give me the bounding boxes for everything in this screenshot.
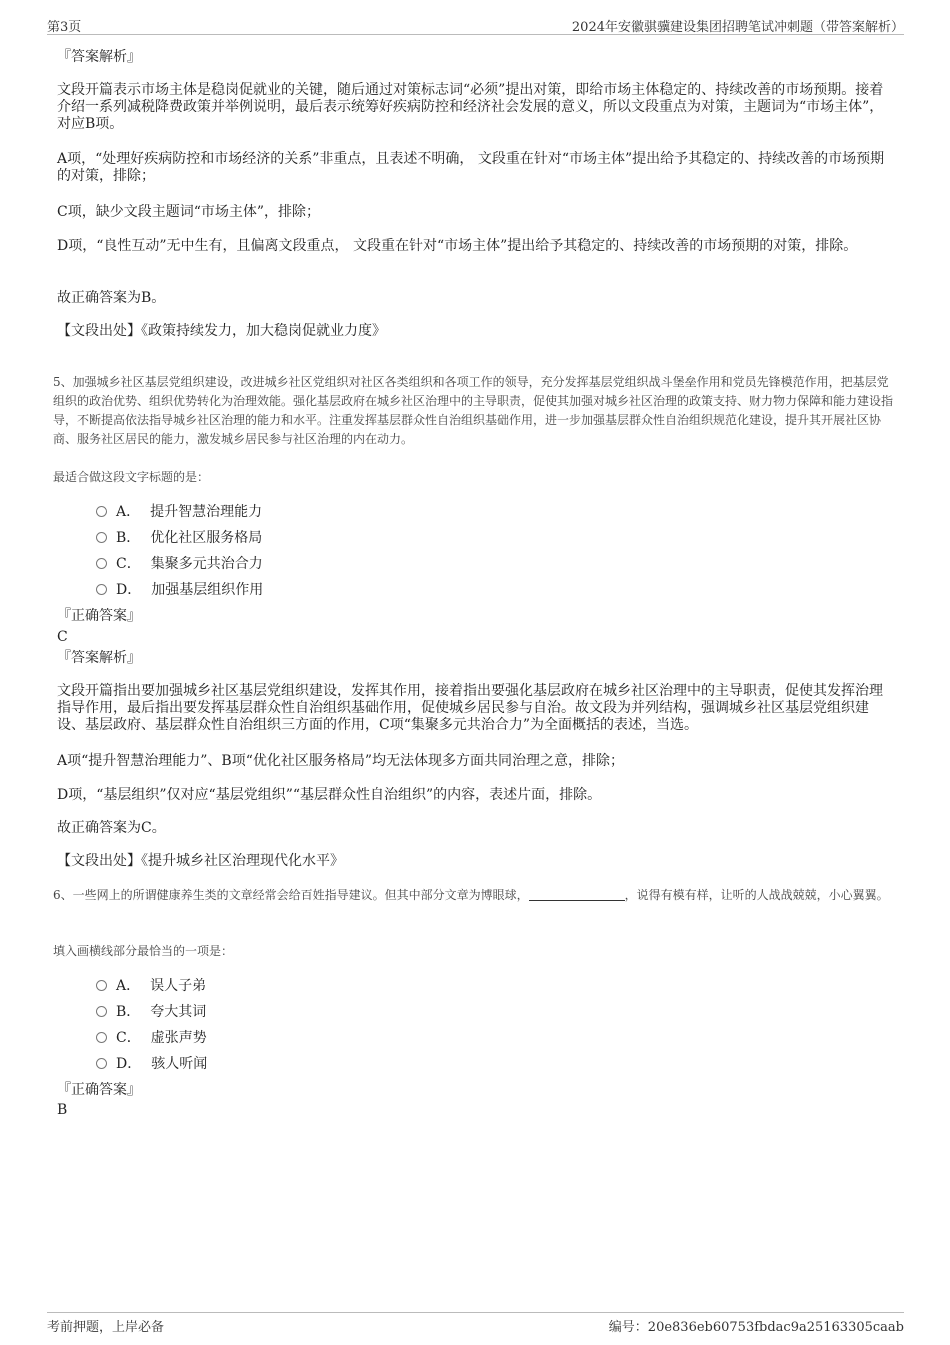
document-title: 2024年安徽骐骥建设集团招聘笔试冲刺题（带答案解析） bbox=[571, 20, 904, 35]
radio-icon[interactable] bbox=[96, 584, 107, 595]
radio-icon[interactable] bbox=[96, 1006, 107, 1017]
q4-analysis-paragraph-2: A项，“处理好疾病防控和市场经济的关系”非重点，且表述不明确， 文段重在针对“市场主体”提出给予其稳定的、持续改善的市场预期的对策，排除； bbox=[57, 151, 885, 184]
q4-source: 【文段出处】《政策持续发力，加大稳岗促就业力度》 bbox=[57, 323, 386, 339]
q5-source: 【文段出处】《提升城乡社区治理现代化水平》 bbox=[57, 853, 344, 869]
q4-analysis-label: 『答案解析』 bbox=[57, 49, 141, 65]
q5-option-c[interactable]: C． 集聚多元共治合力 bbox=[96, 555, 263, 573]
q4-conclusion: 故正确答案为B。 bbox=[57, 290, 166, 306]
radio-icon[interactable] bbox=[96, 1058, 107, 1069]
q6-stem: 6、一些网上的所谓健康养生类的文章经常会给百姓指导建议。但其中部分文章为博眼球， ，说得有模有样，让听的人战战兢兢，小心翼翼。 bbox=[53, 888, 889, 902]
q4-analysis-paragraph-1: 文段开篇表示市场主体是稳岗促就业的关键，随后通过对策标志词“必须”提出对策，即给市场主体稳定的、持续改善的市场预期。接着介绍一系列减税降费政策并举例说明，最后表示统筹好疾病防控和经济社会发展的意义，所以文段重点为对策，主题词为“市场主体”，对应B项。 bbox=[57, 82, 884, 132]
footer-serial: 编号：20e836eb60753fbdac9a25163305caab bbox=[608, 1320, 904, 1335]
q5-analysis-paragraph-2: A项“提升智慧治理能力”、B项“优化社区服务格局”均无法体现多方面共同治理之意，排除； bbox=[57, 753, 625, 769]
radio-icon[interactable] bbox=[96, 980, 107, 991]
radio-icon[interactable] bbox=[96, 558, 107, 569]
q4-analysis-paragraph-4: D项，“良性互动”无中生有，且偏离文段重点， 文段重在针对“市场主体”提出给予其稳定的、持续改善的市场预期的对策，排除。 bbox=[57, 238, 858, 254]
q4-analysis-paragraph-3: C项，缺少文段主题词“市场主体”，排除； bbox=[57, 204, 321, 220]
q6-option-a[interactable]: A． 误人子弟 bbox=[96, 977, 206, 995]
page-number: 第3页 bbox=[47, 20, 82, 35]
radio-icon[interactable] bbox=[96, 506, 107, 517]
fill-blank bbox=[529, 887, 625, 901]
q5-option-d[interactable]: D． 加强基层组织作用 bbox=[96, 581, 263, 599]
q6-answer-label: 『正确答案』 bbox=[57, 1082, 141, 1098]
q5-prompt: 最适合做这段文字标题的是： bbox=[53, 470, 210, 484]
q5-conclusion: 故正确答案为C。 bbox=[57, 820, 166, 836]
page-header bbox=[47, 14, 904, 35]
q6-option-c[interactable]: C． 虚张声势 bbox=[96, 1029, 207, 1047]
footer-slogan: 考前押题，上岸必备 bbox=[47, 1320, 165, 1335]
q5-analysis-label: 『答案解析』 bbox=[57, 650, 141, 666]
q6-option-b[interactable]: B． 夸大其词 bbox=[96, 1003, 206, 1021]
q6-prompt: 填入画横线部分最恰当的一项是： bbox=[53, 944, 234, 958]
q6-option-d[interactable]: D． 骇人听闻 bbox=[96, 1055, 207, 1073]
q5-option-a[interactable]: A． 提升智慧治理能力 bbox=[96, 503, 262, 521]
q5-answer-label: 『正确答案』 bbox=[57, 608, 141, 624]
q5-analysis-paragraph-1: 文段开篇指出要加强城乡社区基层党组织建设，发挥其作用，接着指出要强化基层政府在城乡社区治理中的主导职责，促使其发挥治理指导作用，最后指出要发挥基层群众性自治组织基础作用，促使城乡居民参与自治。故文段为并列结构，强调城乡社区基层党组织建设、基层政府、基层群众性自治组织三方面的作用，C项“集聚多元共治合力”为全面概括的表述，当选。 bbox=[57, 683, 883, 733]
q5-analysis-paragraph-3: D项，“基层组织”仅对应“基层党组织”“基层群众性自治组织”的内容，表述片面，排除。 bbox=[57, 787, 602, 803]
q5-stem: 5、加强城乡社区基层党组织建设，改进城乡社区党组织对社区各类组织和各项工作的领导，充分发挥基层党组织战斗堡垒作用和党员先锋模范作用，把基层党组织的政治优势、组织优势转化为治理效能。强化基层政府在城乡社区治理中的主导职责，促使其加强对城乡社区治理的政策支持、财力物力保障和能力建设指导，不断提高依法指导城乡社区治理的能力和水平。注重发挥基层群众性自治组织基础作用，进一步加强基层群众性自治组织规范化建设，提升其开展社区协商、服务社区居民的能力，激发城乡居民参与社区治理的内在动力。 bbox=[53, 375, 894, 446]
q6-answer: B bbox=[57, 1102, 68, 1118]
radio-icon[interactable] bbox=[96, 532, 107, 543]
q5-option-b[interactable]: B． 优化社区服务格局 bbox=[96, 529, 262, 547]
radio-icon[interactable] bbox=[96, 1032, 107, 1043]
q5-answer: C bbox=[57, 629, 68, 645]
page-footer bbox=[47, 1312, 904, 1339]
